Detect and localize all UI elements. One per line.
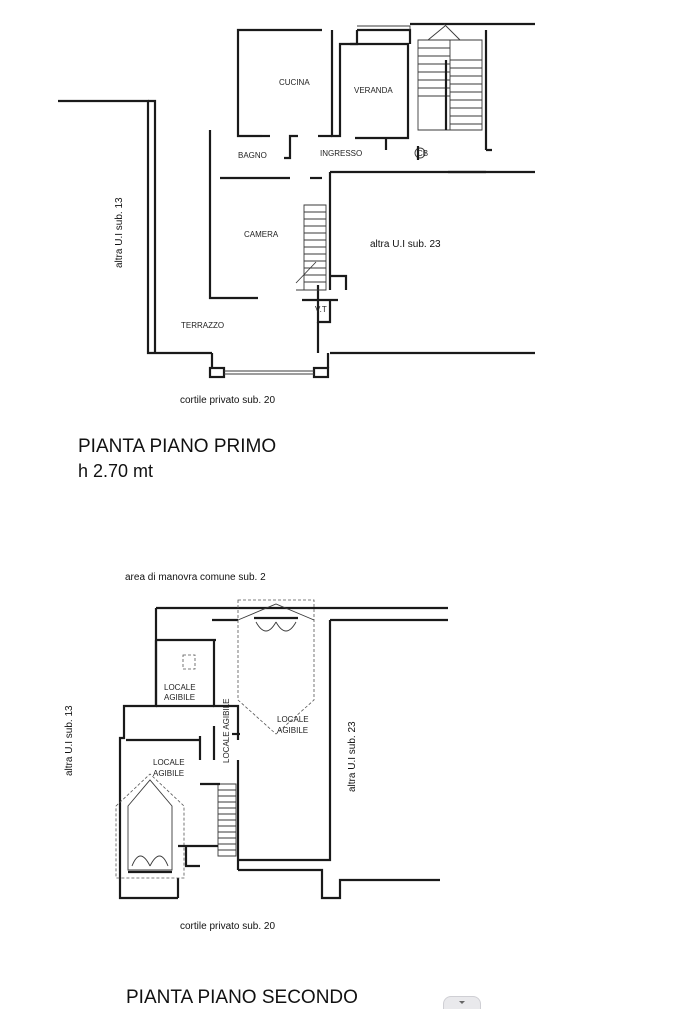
neighbor-label-left-f2: altra U.I sub. 13 (64, 705, 75, 776)
neighbor-label-right-f1: altra U.I sub. 23 (370, 239, 441, 250)
room-label-locale-4: LOCALE AGIBILE (222, 698, 231, 763)
scroll-down-button[interactable] (443, 996, 481, 1009)
neighbor-label-bottom-f2: cortile privato sub. 20 (180, 921, 276, 932)
room-label-ingresso: INGRESSO (320, 149, 363, 158)
room-label-cb: CB (417, 149, 429, 158)
room-label-locale-3a: LOCALE (153, 758, 185, 767)
room-label-locale-1a: LOCALE (164, 683, 196, 692)
room-label-bagno: BAGNO (238, 151, 267, 160)
floor-2-title: PIANTA PIANO SECONDO (126, 987, 358, 1008)
floor-1-title: PIANTA PIANO PRIMO (78, 436, 277, 457)
room-label-veranda: VERANDA (354, 86, 393, 95)
room-label-locale-2a: LOCALE (277, 715, 309, 724)
room-label-vt: V.T (315, 305, 327, 314)
neighbor-label-bottom-f1: cortile privato sub. 20 (180, 395, 276, 406)
room-label-locale-2b: AGIBILE (277, 726, 309, 735)
neighbor-label-right-f2: altra U.I sub. 23 (347, 721, 358, 792)
floor-1-plan (58, 24, 535, 377)
floor-2-plan (116, 600, 448, 898)
room-label-locale-1b: AGIBILE (164, 693, 196, 702)
room-label-camera: CAMERA (244, 230, 279, 239)
floor-1-height: h 2.70 mt (78, 461, 154, 481)
room-label-locale-3b: AGIBILE (153, 769, 185, 778)
room-label-terrazzo: TERRAZZO (181, 321, 225, 330)
neighbor-label-top-f2: area di manovra comune sub. 2 (125, 572, 266, 583)
room-label-cucina: CUCINA (279, 78, 310, 87)
neighbor-label-left-f1: altra U.I sub. 13 (114, 197, 125, 268)
chevron-down-icon (457, 999, 467, 1006)
